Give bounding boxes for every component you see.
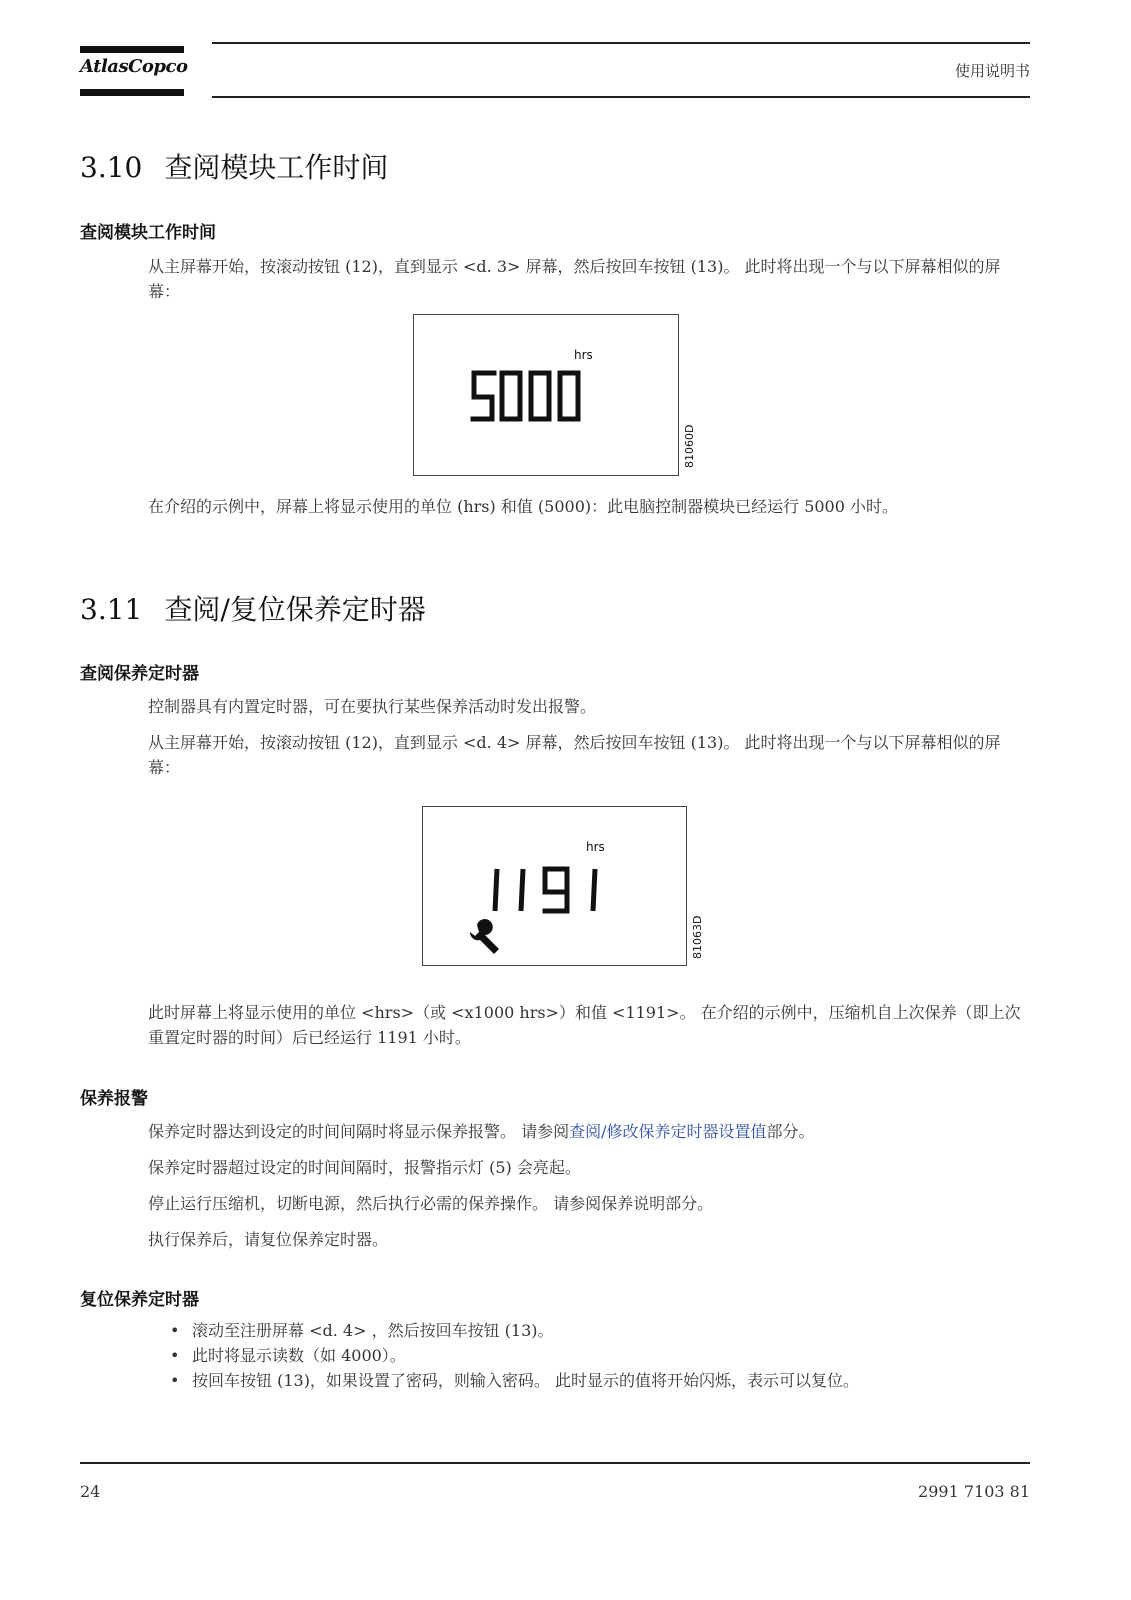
list-item: • 此时将显示读数（如 4000）。 <box>168 1343 1030 1368</box>
paragraph-with-link <box>148 1119 1032 1144</box>
subheading-service-alarm: 保养报警 <box>80 1089 148 1109</box>
section-3-11-heading <box>80 588 426 628</box>
list-item: • 按回车按钮 (13)，如果设置了密码，则输入密码。 此时显示的值将开始闪烁，表示可以复位。 <box>168 1368 1030 1393</box>
wrench-icon <box>470 919 499 954</box>
footer-rule <box>80 1462 1030 1464</box>
text: 保养定时器达到设定的时间间隔时将显示保养报警。 请参阅 <box>148 1122 570 1141</box>
subheading-view-module-hours: 查阅模块工作时间 <box>80 223 216 243</box>
figure-code: 81060D <box>683 424 696 468</box>
digit-1 <box>495 869 497 911</box>
section-title: 查阅/复位保养定时器 <box>164 593 426 626</box>
lcd-display-module-hours <box>413 314 696 476</box>
paragraph: 此时屏幕上将显示使用的单位 <hrs>（或 <x1000 hrs>）和值 <1191>。 在介绍的示例中，压缩机自上次保养（即上次重置定时器的时间）后已经运行 1191 小时。 <box>148 1003 1021 1047</box>
figure-code: 81063D <box>691 915 704 959</box>
digit-0 <box>502 373 520 419</box>
subheading-view-service-timer: 查阅保养定时器 <box>80 664 199 684</box>
subheading-reset-service-timer: 复位保养定时器 <box>80 1290 199 1310</box>
paragraph: 从主屏幕开始，按滚动按钮 (12)，直到显示 <d. 3> 屏幕，然后按回车按钮 (13)。 此时将出现一个与以下屏幕相似的屏幕： <box>148 257 1001 301</box>
paragraph: 在介绍的示例中，屏幕上将显示使用的单位 (hrs) 和值 (5000)：此电脑控制器模块已经运行 5000 小时。 <box>148 497 899 516</box>
digit-1 <box>593 869 595 911</box>
reset-steps-list <box>168 1318 1030 1393</box>
section-title: 查阅模块工作时间 <box>164 151 389 184</box>
list-item: • 滚动至注册屏幕 <d. 4> ，然后按回车按钮 (13)。 <box>168 1318 1030 1343</box>
header-rule-bottom <box>212 96 1030 98</box>
header-title: 使用说明书 <box>954 62 1030 80</box>
paragraph: 执行保养后，请复位保养定时器。 <box>148 1230 389 1249</box>
paragraph: 控制器具有内置定时器，可在要执行某些保养活动时发出报警。 <box>148 697 597 716</box>
section-number: 3.10 <box>80 151 143 184</box>
logo-bar-bottom <box>80 89 184 96</box>
logo-text: AtlasCopco <box>80 56 188 77</box>
page-number: 24 <box>80 1482 101 1501</box>
display-unit: hrs <box>574 348 593 362</box>
digit-9 <box>545 869 567 911</box>
seven-segment-digits <box>414 315 678 475</box>
atlas-copco-logo <box>80 46 188 96</box>
header-rule-top <box>212 42 1030 44</box>
text: 部分。 <box>766 1122 815 1141</box>
display-unit: hrs <box>586 840 605 854</box>
cross-reference-link[interactable]: 查阅/修改保养定时器设置值 <box>569 1122 767 1141</box>
section-3-10-heading <box>80 146 388 186</box>
logo-bar-top <box>80 46 184 53</box>
paragraph: 停止运行压缩机，切断电源，然后执行必需的保养操作。 请参阅保养说明部分。 <box>148 1194 714 1213</box>
paragraph: 保养定时器超过设定的时间间隔时，报警指示灯 (5) 会亮起。 <box>148 1158 581 1177</box>
digit-1 <box>521 869 523 911</box>
digit-0 <box>560 373 578 419</box>
document-number: 2991 7103 81 <box>918 1482 1030 1501</box>
section-number: 3.11 <box>80 593 143 626</box>
paragraph: 从主屏幕开始，按滚动按钮 (12)，直到显示 <d. 4> 屏幕，然后按回车按钮 (13)。 此时将出现一个与以下屏幕相似的屏幕： <box>148 733 1001 777</box>
lcd-display-service-timer <box>422 806 704 966</box>
digit-0 <box>531 373 549 419</box>
seven-segment-digits <box>423 807 686 965</box>
digit-5 <box>473 373 494 419</box>
